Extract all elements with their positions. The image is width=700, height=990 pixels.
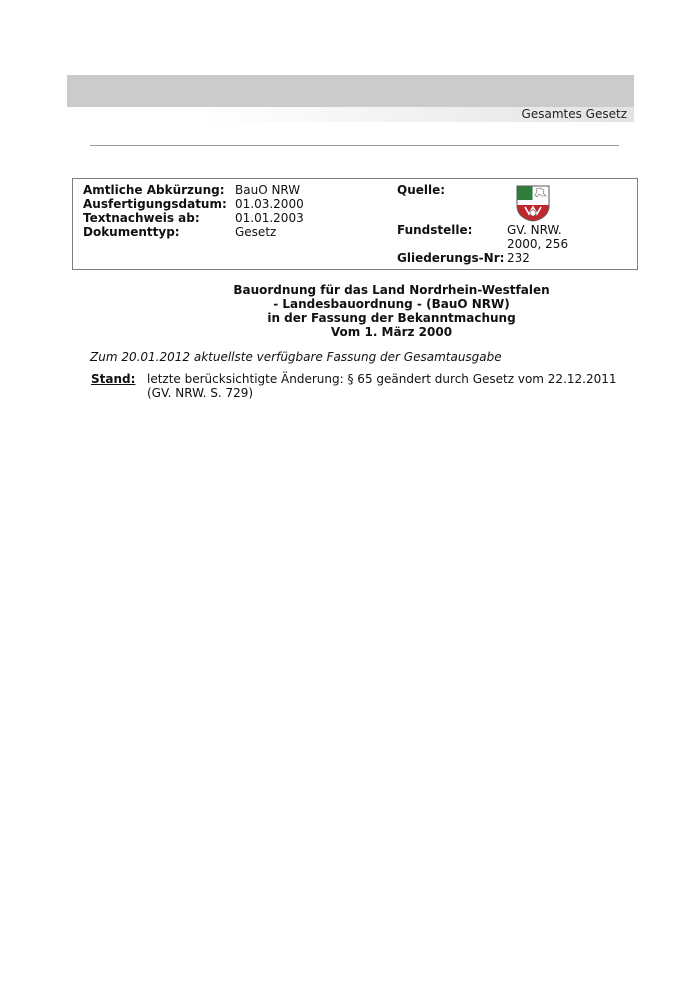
document-metadata-box <box>72 178 638 270</box>
stand-label: Stand: <box>91 372 136 386</box>
nrw-coat-of-arms-icon <box>515 184 551 222</box>
doctype-label: Dokumenttyp: <box>83 225 180 239</box>
textnachweis-label: Textnachweis ab: <box>83 211 200 225</box>
textnachweis-value: 01.01.2003 <box>235 211 304 225</box>
fundstelle-value-line1: GV. NRW. <box>507 223 562 237</box>
title-line: Bauordnung für das Land Nordrhein-Westfalen <box>233 283 550 297</box>
date-value: 01.03.2000 <box>235 197 304 211</box>
title-line: - Landesbauordnung - (BauO NRW) <box>273 297 510 311</box>
fundstelle-label: Fundstelle: <box>397 223 473 237</box>
gliederung-label: Gliederungs-Nr: <box>397 251 505 265</box>
date-label: Ausfertigungsdatum: <box>83 197 227 211</box>
fundstelle-value-line2: 2000, 256 <box>507 237 569 251</box>
header-band <box>67 75 634 107</box>
version-note: Zum 20.01.2012 aktuellste verfügbare Fassung der Gesamtausgabe <box>90 350 502 364</box>
abbrev-value: BauO NRW <box>235 183 301 197</box>
header-subtitle: Gesamtes Gesetz <box>521 107 627 121</box>
stand-text: letzte berücksichtigte Änderung: § 65 geändert durch Gesetz vom 22.12.2011 (GV. NRW. S. 729) <box>147 372 617 400</box>
divider <box>90 145 619 146</box>
document-title <box>200 283 583 339</box>
header-subtitle-bar <box>67 107 634 122</box>
gliederung-value: 232 <box>507 251 530 265</box>
doctype-value: Gesetz <box>235 225 277 239</box>
title-line: in der Fassung der Bekanntmachung <box>267 311 516 325</box>
title-line: Vom 1. März 2000 <box>330 325 453 339</box>
abbrev-label: Amtliche Abkürzung: <box>83 183 225 197</box>
quelle-label: Quelle: <box>397 183 446 197</box>
